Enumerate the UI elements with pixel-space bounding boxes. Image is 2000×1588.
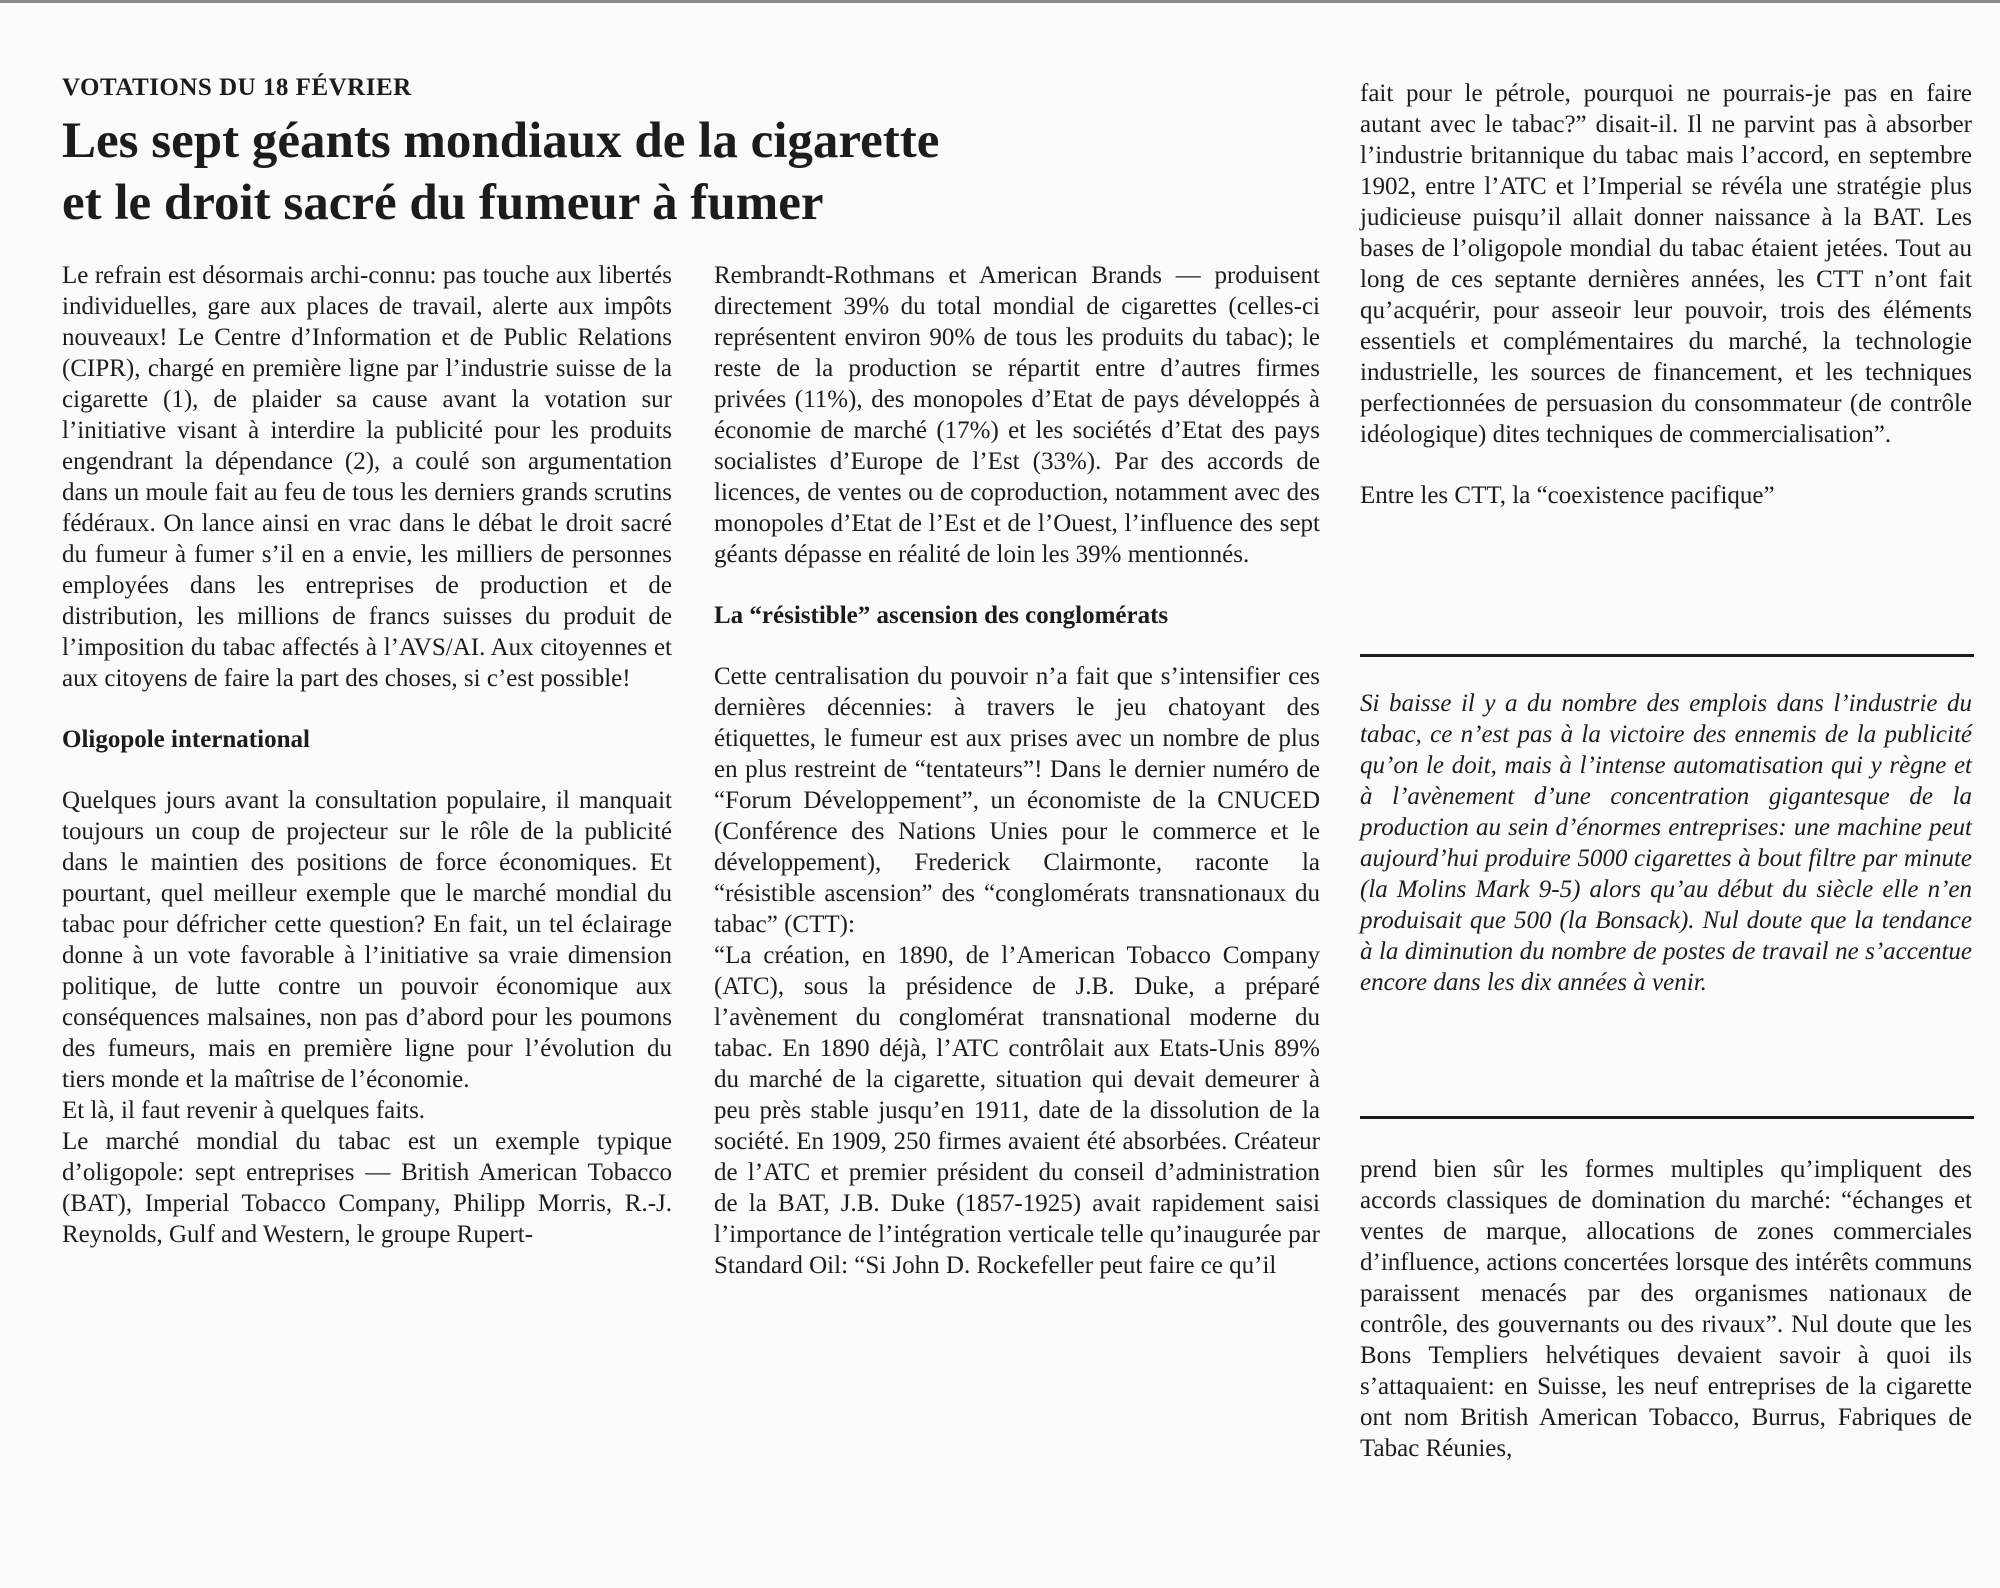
pullquote: Si baisse il y a du nombre des emplois dans l’industrie du tabac, ce n’est pas à la victoire des ennemis de la publicité qu’on le doit, mais à l’intense automatisation qui y règne et à l’avènement d’une concentration gigantesque de la production au sein d’énormes entreprises: une machine peut aujourd’hui produire 5000 cigarettes à bout filtre par minute (la Molins Mark 9-5) alors qu’au début du siècle elle n’en produisait que 500 (la Bonsack). Nul doute que la tendance à la diminution du nombre de postes de travail ne s’accentue encore dans les dix années à venir.: [1360, 690, 1972, 996]
col2-paragraph-3: “La création, en 1890, de l’American Tobacco Company (ATC), sous la présidence de J.B. Duke, a préparé l’avènement du conglomérat transnational moderne du tabac. En 1890 déjà, l’ATC contrôlait aux Etats-Unis 89% du marché de la cigarette, situation qui devait demeurer à peu près stable jusqu’en 1911, date de la dissolution de la société. En 1909, 250 firmes avaient été absorbées. Créateur de l’ATC et premier président du conseil d’administration de la BAT, J.B. Duke (1857-1925) avait rapidement saisi l’importance de l’intégration verticale telle qu’inaugurée par Standard Oil: “Si John D. Rockefeller peut faire ce qu’il: [714, 942, 1320, 1279]
headline-line-1: Les sept géants mondiaux de la cigarette: [62, 113, 940, 169]
column-3-top: [1360, 78, 1972, 511]
col3-paragraph-1: fait pour le pétrole, pourquoi ne pourrais-je pas en faire autant avec le tabac?” disait-il. Il ne parvint pas à absorber l’industrie britannique du tabac mais l’accord, en septembre 1902, entre l’ATC et l’Imperial se révéla une stratégie plus judicieuse puisqu’il allait donner naissance à la BAT. Les bases de l’oligopole mondial du tabac étaient jetées. Tout au long de ces septante dernières années, les CTT n’ont fait qu’acquérir, pour asseoir leur pouvoir, trois des éléments essentiels et complémentaires du marché, la technologie industrielle, les sources de financement, et les techniques perfectionnées de persuasion du consommateur (de contrôle idéologique) dites techniques de commercialisation”.: [1360, 80, 1972, 448]
pullquote-bottom-rule: [1360, 1116, 1974, 1119]
subheading-oligopole: Oligopole international: [62, 726, 310, 753]
col1-paragraph-3: Et là, il faut revenir à quelques faits.: [62, 1097, 426, 1124]
col2-paragraph-1: Rembrandt-Rothmans et American Brands — produisent directement 39% du total mondial de cigarettes (celles-ci représentent environ 90% de tous les produits du tabac); le reste de la production se répartit entre d’autres firmes privées (11%), des monopoles d’Etat de pays développés à économie de marché (17%) et les sociétés d’Etat des pays socialistes d’Europe de l’Est (33%). Par des accords de licences, de ventes ou de coproduction, notamment avec des monopoles d’Etat de l’Est et de l’Ouest, l’influence des sept géants dépasse en réalité de loin les 39% mentionnés.: [714, 262, 1320, 568]
col3-paragraph-3: prend bien sûr les formes multiples qu’impliquent des accords classiques de domination du marché: “échanges et ventes de marque, allocations de zones commerciales d’influence, actions concertées lorsque des intérêts communs paraissent menacés par des organismes nationaux de contrôle, des gouvernants ou des rivaux”. Nul doute que les Bons Templiers helvétiques devaient savoir à quoi ils s’attaquaient: en Suisse, les neuf entreprises de la cigarette ont nom British American Tobacco, Burrus, Fabriques de Tabac Réunies,: [1360, 1156, 1972, 1462]
pullquote-top-rule: [1360, 654, 1974, 657]
column-1: [62, 260, 672, 1250]
col1-paragraph-4: Le marché mondial du tabac est un exemple typique d’oligopole: sept entreprises — British American Tobacco (BAT), Imperial Tobacco Company, Philipp Morris, R.-J. Reynolds, Gulf and Western, le groupe Rupert-: [62, 1128, 672, 1248]
col1-paragraph-intro: Le refrain est désormais archi-connu: pas touche aux libertés individuelles, gare aux places de travail, alerte aux impôts nouveaux! Le Centre d’Information et de Public Relations (CIPR), chargé en première ligne par l’industrie suisse de la cigarette (1), de plaider sa cause avant la votation sur l’initiative visant à interdire la publicité pour les produits engendrant la dépendance (2), a coulé son argumentation dans un moule fait au feu de tous les derniers grands scrutins fédéraux. On lance ainsi en vrac dans le débat le droit sacré du fumeur à fumer s’il en a envie, les milliers de personnes employées dans les entreprises de production et de distribution, les millions de francs suisses du produit de l’imposition du tabac affectés à l’AVS/AI. Aux citoyennes et aux citoyens de faire la part des choses, si c’est possible!: [62, 262, 672, 692]
col1-paragraph-2: Quelques jours avant la consultation populaire, il manquait toujours un coup de projecteur sur le rôle de la publicité dans le maintien des positions de force économiques. Et pourtant, quel meilleur exemple que le marché mondial du tabac pour défricher cette question? En fait, un tel éclairage donne à un vote favorable à l’initiative sa vraie dimension politique, de lutte contre un pouvoir économique aux conséquences malsaines, non pas d’abord pour les poumons des fumeurs, mais en première ligne pour l’évolution du tiers monde et la maîtrise de l’économie.: [62, 787, 672, 1093]
headline-line-2: et le droit sacré du fumeur à fumer: [62, 175, 824, 231]
column-2: [714, 260, 1320, 1281]
column-3-bottom: [1360, 1154, 1972, 1464]
top-edge-rule: [0, 0, 2000, 3]
col3-paragraph-2: Entre les CTT, la “coexistence pacifique”: [1360, 482, 1775, 509]
col2-paragraph-2: Cette centralisation du pouvoir n’a fait que s’intensifier ces dernières décennies: à travers le jeu chatoyant des étiquettes, le fumeur est aux prises avec un nombre de plus en plus restreint de “tentateurs”! Dans le dernier numéro de “Forum Développement”, un économiste de la CNUCED (Conférence des Nations Unies pour le commerce et le développement), Frederick Clairmonte, raconte la “résistible ascension” des “conglomérats transnationaux du tabac” (CTT):: [714, 663, 1320, 938]
kicker: VOTATIONS DU 18 FÉVRIER: [62, 74, 412, 101]
headline: [62, 110, 1312, 234]
subheading-ascension: La “résistible” ascension des conglomérats: [714, 602, 1169, 629]
